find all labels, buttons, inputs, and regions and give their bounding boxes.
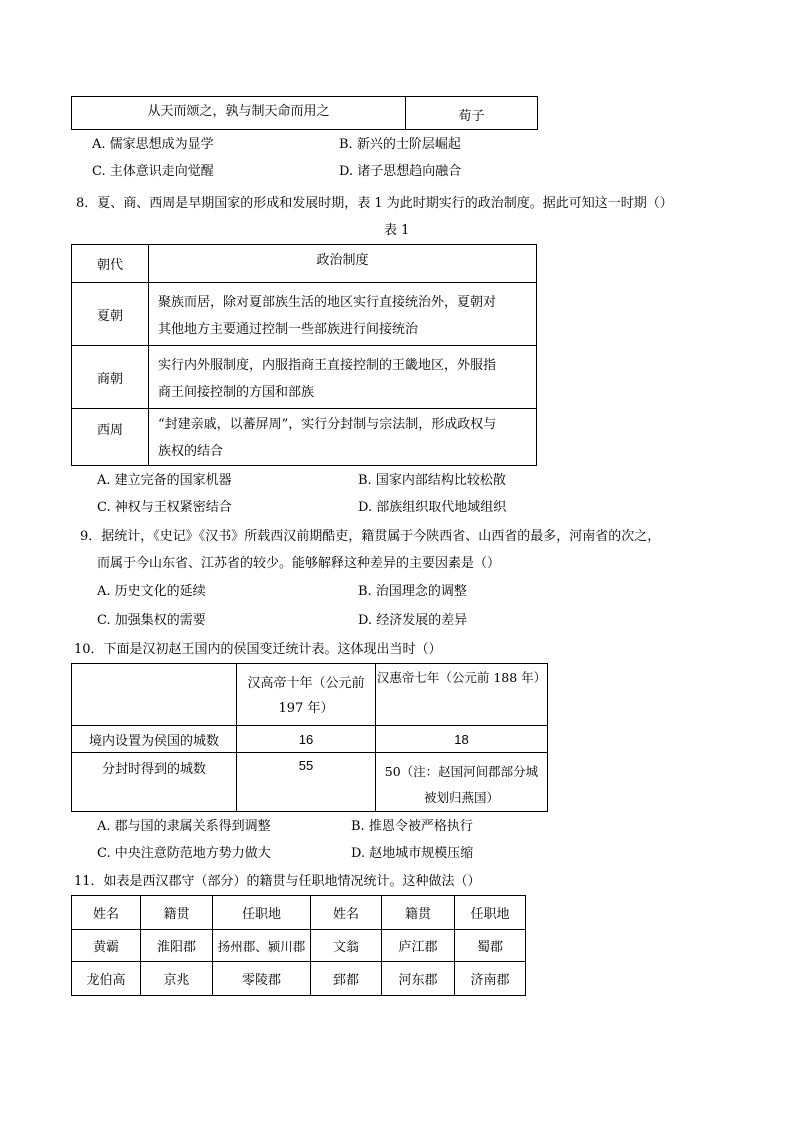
q8-row-dynasty-cell <box>72 346 149 409</box>
q11-cell <box>382 930 455 962</box>
q10-row2-label: 分封时得到的城数 <box>101 762 206 777</box>
q11-stem: 11．如表是西汉郡守（部分）的籍贯与任职地情况统计。这种做法（） <box>74 874 481 889</box>
q11-header-cell <box>311 896 382 930</box>
q10-corner-cell <box>72 664 237 726</box>
q11-cell-text: 文翁 <box>332 940 359 955</box>
q11-cell <box>72 962 141 996</box>
q11-cell-text: 黄霸 <box>92 940 119 955</box>
q11-cell-text: 龙伯高 <box>86 973 126 988</box>
q11-cell-text: 济南郡 <box>470 973 510 988</box>
q11-header: 籍贯 <box>163 907 190 922</box>
q10-row1-v2-cell <box>376 726 548 753</box>
q7-author: 荀子 <box>458 109 485 124</box>
q8-header-dynasty: 朝代 <box>96 258 123 273</box>
q11-header-cell <box>213 896 311 930</box>
q8-row-system-line: 族权的结合 <box>158 444 224 459</box>
q11-table <box>71 895 526 996</box>
q9-option-a[interactable]: A. 历史文化的延续 <box>97 584 206 599</box>
q8-row-system-cell <box>149 283 537 346</box>
q7-author-cell <box>406 97 538 130</box>
q8-table <box>71 244 537 466</box>
q8-row-system-cell <box>149 409 537 466</box>
q10-row1-label: 境内设置为侯国的城数 <box>88 733 219 749</box>
q11-cell <box>141 930 213 962</box>
q10-row2-v2-line: 被划归燕国） <box>423 790 499 805</box>
q10-stem: 10．下面是汉初赵王国内的侯国变迁统计表。这体现出当时（） <box>74 642 442 657</box>
q8-row-dynasty-cell <box>72 283 149 346</box>
q8-table-title: 表 1 <box>384 223 410 238</box>
q8-row-dynasty: 西周 <box>96 423 123 438</box>
q11-cell-text: 淮阳郡 <box>156 940 196 955</box>
q8-row-system-line: 实行内外服制度，内服指商王直接控制的王畿地区，外服指 <box>158 358 497 373</box>
q11-cell <box>311 930 382 962</box>
q11-header-cell <box>382 896 455 930</box>
q11-cell <box>141 962 213 996</box>
q8-row-dynasty: 商朝 <box>96 371 123 387</box>
q7-quote-cell <box>72 97 406 130</box>
q7-quote: 从天而颂之，孰与制天命而用之 <box>147 104 330 119</box>
q10-row2-v1-cell <box>237 753 376 812</box>
q10-row1-v1-cell <box>237 726 376 753</box>
q10-row1-v1: 16 <box>298 731 314 747</box>
q7-option-d[interactable]: D. 诸子思想趋向融合 <box>339 164 462 179</box>
q8-option-d[interactable]: D. 部族组织取代地域组织 <box>358 500 507 515</box>
q11-header: 籍贯 <box>404 907 431 922</box>
q8-row-system-cell <box>149 346 537 409</box>
q10-header-col1-line: 197 年） <box>278 701 334 716</box>
q10-row1-label-cell <box>72 726 237 753</box>
q11-header-cell <box>455 896 526 930</box>
q10-header-col1 <box>237 664 376 726</box>
q11-header: 姓名 <box>92 907 119 922</box>
q11-cell <box>213 930 311 962</box>
q8-row-dynasty: 夏朝 <box>96 308 123 324</box>
q9-option-d[interactable]: D. 经济发展的差异 <box>358 613 468 628</box>
q8-row-system-line: “封建亲戚，以蕃屏周”，实行分封制与宗法制，形成政权与 <box>158 417 497 432</box>
q11-cell <box>311 962 382 996</box>
q8-header-dynasty-cell <box>72 245 149 283</box>
q10-header-col2 <box>376 664 548 726</box>
q10-table <box>71 663 548 812</box>
q8-option-c[interactable]: C. 神权与王权紧密结合 <box>97 500 232 515</box>
q8-option-a[interactable]: A. 建立完备的国家机器 <box>97 473 232 488</box>
q10-row2-v1: 55 <box>298 758 314 773</box>
q8-header-system: 政治制度 <box>316 253 369 268</box>
q11-cell-text: 扬州郡、颍川郡 <box>217 938 306 954</box>
q11-cell-text: 庐江郡 <box>398 940 438 955</box>
q10-row2-v2-line: 50（注：赵国河间郡部分城 <box>384 764 539 779</box>
q10-option-c[interactable]: C. 中央注意防范地方势力做大 <box>97 846 271 861</box>
q8-header-system-cell <box>149 245 537 283</box>
q10-option-a[interactable]: A. 郡与国的隶属关系得到调整 <box>97 819 271 834</box>
q8-row-dynasty-cell <box>72 409 149 466</box>
q10-header-col2-text: 汉惠帝七年（公元前 188 年） <box>376 670 547 685</box>
q9-stem-line-2: 而属于今山东省、江苏省的较少。能够解释这种差异的主要因素是（） <box>97 556 501 571</box>
q9-option-c[interactable]: C. 加强集权的需要 <box>97 613 206 628</box>
q11-header-cell <box>72 896 141 930</box>
q11-cell-text: 河东郡 <box>398 973 438 988</box>
q8-stem: 8．夏、商、西周是早期国家的形成和发展时期，表 1 为此时期实行的政治制度。据此可知这一时期（） <box>76 196 673 211</box>
q9-option-b[interactable]: B. 治国理念的调整 <box>358 584 467 599</box>
q8-option-b[interactable]: B. 国家内部结构比较松散 <box>358 473 506 488</box>
q7-table <box>71 96 538 130</box>
q11-cell <box>455 962 526 996</box>
q10-option-b[interactable]: B. 推恩令被严格执行 <box>351 819 473 834</box>
q8-row-system-line: 聚族而居，除对夏部族生活的地区实行直接统治外，夏朝对 <box>158 295 497 310</box>
q10-option-d[interactable]: D. 赵地城市规模压缩 <box>351 846 474 861</box>
q11-cell <box>382 962 455 996</box>
q10-row2-label-cell <box>72 753 237 812</box>
q7-option-b[interactable]: B. 新兴的士阶层崛起 <box>339 137 461 152</box>
q11-cell <box>213 962 311 996</box>
q11-header: 姓名 <box>332 907 359 922</box>
q7-option-c[interactable]: C. 主体意识走向觉醒 <box>92 164 214 179</box>
q11-cell-text: 零陵郡 <box>241 973 281 988</box>
q11-cell-text: 郅都 <box>332 973 359 988</box>
q11-cell <box>455 930 526 962</box>
q8-row-system-line: 其他地方主要通过控制一些部族进行间接统治 <box>158 322 419 337</box>
q10-row1-v2: 18 <box>454 731 469 747</box>
q11-header: 任职地 <box>241 907 281 922</box>
q9-stem-line-1: 9．据统计，《史记》《汉书》所载西汉前期酷吏，籍贯属于今陕西省、山西省的最多，河南省的次之， <box>80 529 661 544</box>
q10-header-col1-line: 汉高帝十年（公元前 <box>247 676 365 691</box>
q11-header: 任职地 <box>470 907 510 922</box>
q8-row-system-line: 商王间接控制的方国和部族 <box>158 385 315 400</box>
q10-row2-v2-cell <box>376 753 548 812</box>
q11-cell-text: 蜀郡 <box>476 940 503 955</box>
q11-header-cell <box>141 896 213 930</box>
q7-option-a[interactable]: A. 儒家思想成为显学 <box>92 137 214 152</box>
q11-cell <box>72 930 141 962</box>
q11-cell-text: 京兆 <box>163 973 190 988</box>
